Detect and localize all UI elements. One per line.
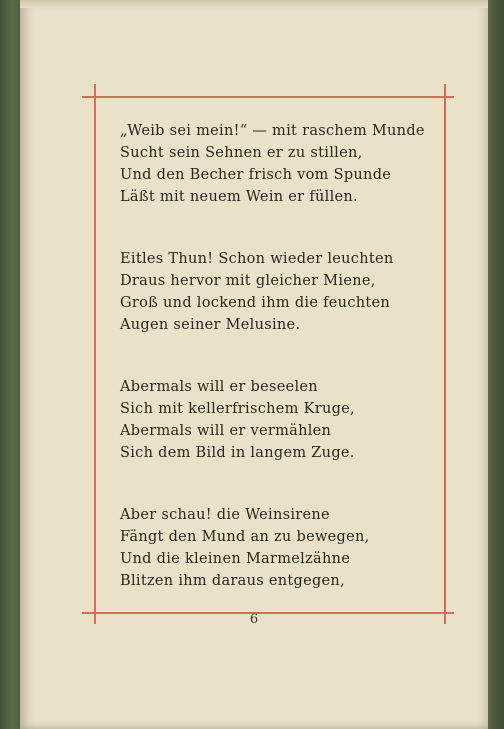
page-number: 6 [249,612,259,627]
poem-line: Sich dem Bild in langem Zuge. [120,445,355,461]
page-top-shadow [20,0,488,8]
book-page [20,0,488,729]
stanza-2 [120,248,420,336]
poem-line: Groß und lockend ihm die feuchten [120,295,391,311]
poem-line: Läßt mit neuem Wein er füllen. [120,189,358,205]
poem-line: Draus hervor mit gleicher Miene, [120,273,376,289]
poem-line: Blitzen ihm daraus entgegen, [120,573,345,589]
poem-line: Sich mit kellerfrischem Kruge, [120,401,355,417]
poem-line: Abermals will er beseelen [120,379,318,395]
poem-line: Abermals will er vermählen [120,423,332,439]
poem-line: Sucht sein Sehnen er zu stillen, [120,145,363,161]
book-cover-edge [486,0,504,729]
poem-line: „Weib sei mein!“ — mit raschem Munde [120,123,425,139]
book-spine-edge [0,0,22,729]
stanza-4 [120,504,420,592]
poem-line: Eitles Thun! Schon wieder leuchten [120,251,394,267]
poem-line: Aber schau! die Weinsirene [120,507,330,523]
frame-line-right [444,84,446,624]
frame-line-left [94,84,96,624]
poem-line: Augen seiner Melusine. [120,317,301,333]
stanza-1 [120,120,425,208]
poem-line: Fängt den Mund an zu bewegen, [120,529,370,545]
poem-line: Und den Becher frisch vom Spunde [120,167,392,183]
frame-line-top [82,96,454,98]
poem-line: Und die kleinen Marmelzähne [120,551,351,567]
stanza-3 [120,376,420,464]
poem-text [120,120,425,632]
